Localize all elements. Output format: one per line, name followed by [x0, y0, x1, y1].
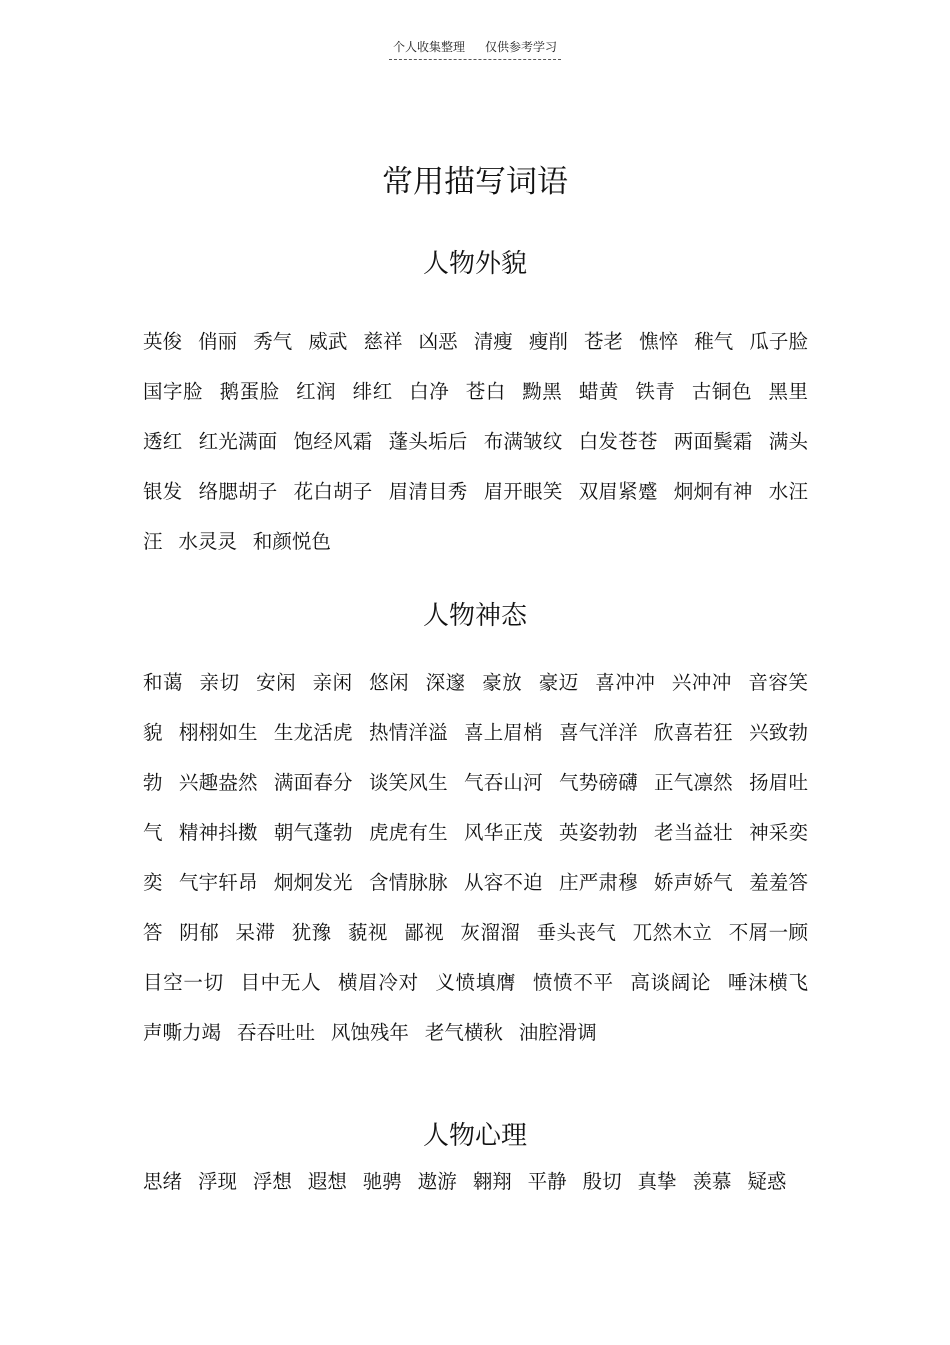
section-title-expression: 人物神态 — [422, 601, 527, 631]
section-title-appearance: 人物外貌 — [422, 249, 527, 279]
word-list-psychology: 思绪 浮现 浮想 遐想 驰骋 遨游 翱翔 平静 殷切 真挚 羡慕 疑惑 — [143, 1170, 787, 1193]
word-list-appearance: 英俊 俏丽 秀气 威武 慈祥 凶恶 清瘦 瘦削 苍老 憔悴 稚气 瓜子脸 国字脸 鹅蛋脸 红润 绯红 白净 苍白 黝黑 蜡黄 铁青 古铜色 黑里透红 红光满面 饱经风霜 蓬头垢后 布满皱纹 白发苍苍 两面鬓霜 满头银发 络腮胡子 花白胡子 眉清目秀 眉开眼笑 双眉紧蹙 炯炯有神 水汪汪 水灵灵 和颜悦色 — [143, 330, 808, 553]
header-note — [389, 38, 561, 60]
section-title-psychology: 人物心理 — [422, 1121, 527, 1151]
word-list-expression: 和蔼 亲切 安闲 亲闲 悠闲 深邃 豪放 豪迈 喜冲冲 兴冲冲 音容笑貌 栩栩如生 生龙活虎 热情洋溢 喜上眉梢 喜气洋洋 欣喜若狂 兴致勃勃 兴趣盎然 满面春分 谈笑风生 气吞山河 气势磅礴 正气凛然 扬眉吐气 精神抖擞 朝气蓬勃 虎虎有生 风华正茂 英姿勃勃 老当益壮 神采奕奕 气宇轩昂 炯炯发光 含情脉脉 从容不迫 庄严肃穆 娇声娇气 羞羞答答 阴郁 呆滞 犹豫 藐视 鄙视 灰溜溜 垂头丧气 兀然木立 不屑一顾 目空一切 目中无人 横眉冷对 义愤填膺 愤愤不平 高谈阔论 唾沫横飞 声嘶力竭 吞吞吐吐 风蚀残年 老气横秋 油腔滑调 — [143, 671, 808, 1044]
header-left-text: 个人收集整理 — [392, 40, 465, 54]
header-right-text: 仅供参考学习 — [485, 40, 558, 54]
page-header — [0, 38, 950, 60]
document-title: 常用描写词语 — [382, 164, 568, 200]
